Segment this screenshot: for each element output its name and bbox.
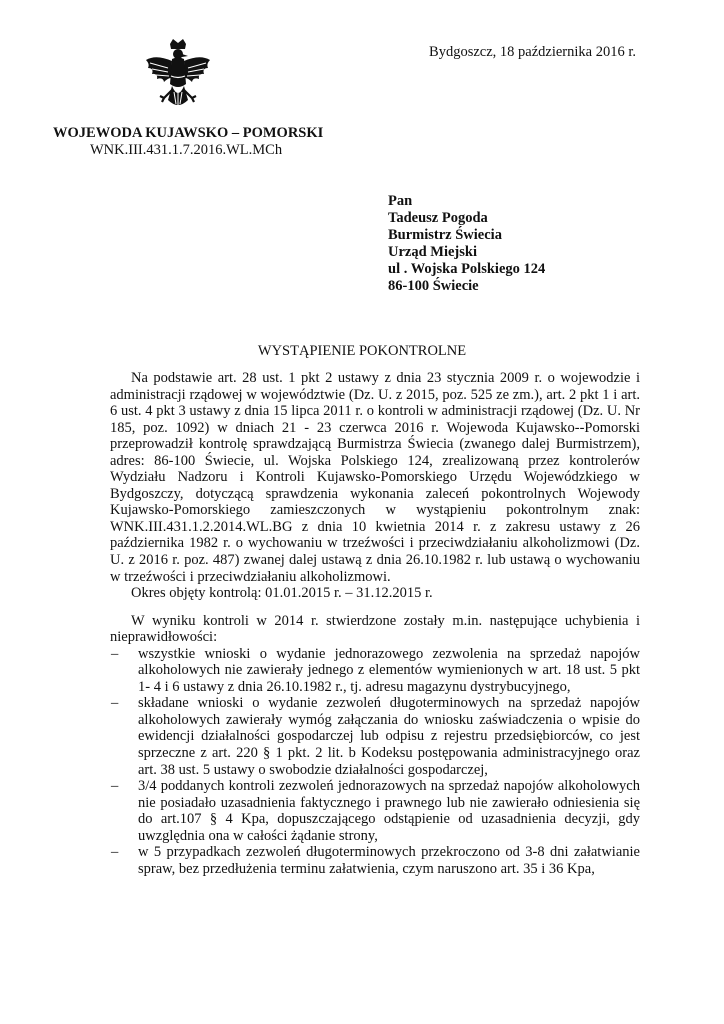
dash-marker: – — [111, 645, 119, 662]
findings-intro: W wyniku kontroli w 2014 r. stwierdzone zostały m.in. następujące uchybienia i nieprawidłowości: — [110, 612, 640, 646]
reference-number: WNK.III.431.1.7.2016.WL.MCh — [90, 142, 283, 158]
list-item — [111, 844, 640, 877]
finding-text: 3/4 poddanych kontroli zezwoleń jednorazowych na sprzedaż napojów alkoholowych nie posiadało uzasadnienia faktycznego i prawnego lub nie zawierało odniesienia się do art.107 § 4 Kpa, dopuszczającego odstąpienie od uzasadnienia decyzji, gdy uwzględnia ona w całości żądanie strony, — [138, 778, 640, 844]
polish-eagle-emblem-icon — [142, 38, 214, 120]
list-item — [111, 695, 640, 778]
dash-marker: – — [111, 695, 119, 712]
control-period: Okres objęty kontrolą: 01.01.2015 r. – 31.12.2015 r. — [131, 585, 433, 602]
list-item — [111, 646, 640, 696]
intro-paragraph: Na podstawie art. 28 ust. 1 pkt 2 ustawy z dnia 23 stycznia 2009 r. o wojewodzie i administracji rządowej w województwie (Dz. U. z 2015, poz. 525 ze zm.), art. 2 pkt 1 i art. 6 ust. 4 pkt 3 ustawy z dnia 15 lipca 2011 r. o kontroli w administracji rządowej (Dz. U. Nr 185, poz. 1092) w dniach 21 - 23 czerwca 2016 r. Wojewoda Kujawsko--Pomorski przeprowadził kontrolę sprawdzającą Burmistrza Świecia (zwanego dalej Burmistrzem), adres: 86-100 Świecie, ul. Wojska Polskiego 124, zrealizowaną przez kontrolerów Wydziału Nadzoru i Kontroli Kujawsko-Pomorskiego Urzędu Wojewódzkiego w Bydgoszczy, dotyczącą sprawdzenia wykonania zaleceń pokontrolnych Wojewody Kujawsko-Pomorskiego zamieszczonych w wystąpieniu pokontrolnym znak: WNK.III.431.1.2.2014.WL.BG z dnia 10 kwietnia 2014 r. z zakresu ustawy z 26 października 1982 r. o wychowaniu w trzeźwości i przeciwdziałaniu alkoholizmowi (Dz. U. z 2016 r. poz. 487) zwanej dalej ustawą z dnia 26.10.1982 r. lub ustawą o wychowaniu w trzeźwości i przeciwdziałaniu alkoholizmowi. — [110, 370, 640, 585]
document-body — [110, 370, 640, 877]
document-title: WYSTĄPIENIE POKONTROLNE — [257, 343, 467, 359]
recipient-postal-city: 86-100 Świecie — [388, 278, 479, 294]
recipient-street: ul . Wojska Polskiego 124 — [388, 261, 546, 277]
findings-list — [110, 646, 640, 878]
finding-text: wszystkie wnioski o wydanie jednorazowego zezwolenia na sprzedaż napojów alkoholowych nie zawierały jednego z elementów wymienionych w art. 18 ust. 5 pkt 1- 4 i 6 ustawy z dnia 26.10.1982 r., tj. adresu magazynu dystrybucyjnego, — [138, 645, 640, 695]
recipient-office: Urząd Miejski — [388, 244, 477, 260]
dash-marker: – — [111, 778, 119, 795]
finding-text: w 5 przypadkach zezwoleń długoterminowych przekroczono od 3-8 dni załatwianie spraw, bez przedłużenia terminu załatwienia, czym naruszono art. 35 i 36 Kpa, — [138, 844, 640, 877]
recipient-position: Burmistrz Świecia — [388, 227, 502, 243]
document-date: Bydgoszcz, 18 października 2016 r. — [429, 44, 636, 60]
issuing-authority: WOJEWODA KUJAWSKO – POMORSKI — [53, 125, 324, 141]
finding-text: składane wnioski o wydanie zezwoleń długoterminowych na sprzedaż napojów alkoholowych zawierały wymóg załączania do wniosku zaświadczenia o wpisie do ewidencji działalności gospodarczej lub odpisu z rejestru przedsiębiorców, co jest sprzeczne z art. 220 § 1 pkt. 2 lit. b Kodeksu postępowania administracyjnego oraz art. 38 ust. 5 ustawy o swobodzie działalności gospodarczej, — [138, 695, 640, 778]
recipient-name: Tadeusz Pogoda — [388, 210, 488, 226]
recipient-salutation: Pan — [388, 193, 413, 209]
list-item — [111, 778, 640, 844]
recipient-address-block — [388, 193, 545, 295]
dash-marker: – — [111, 844, 119, 861]
